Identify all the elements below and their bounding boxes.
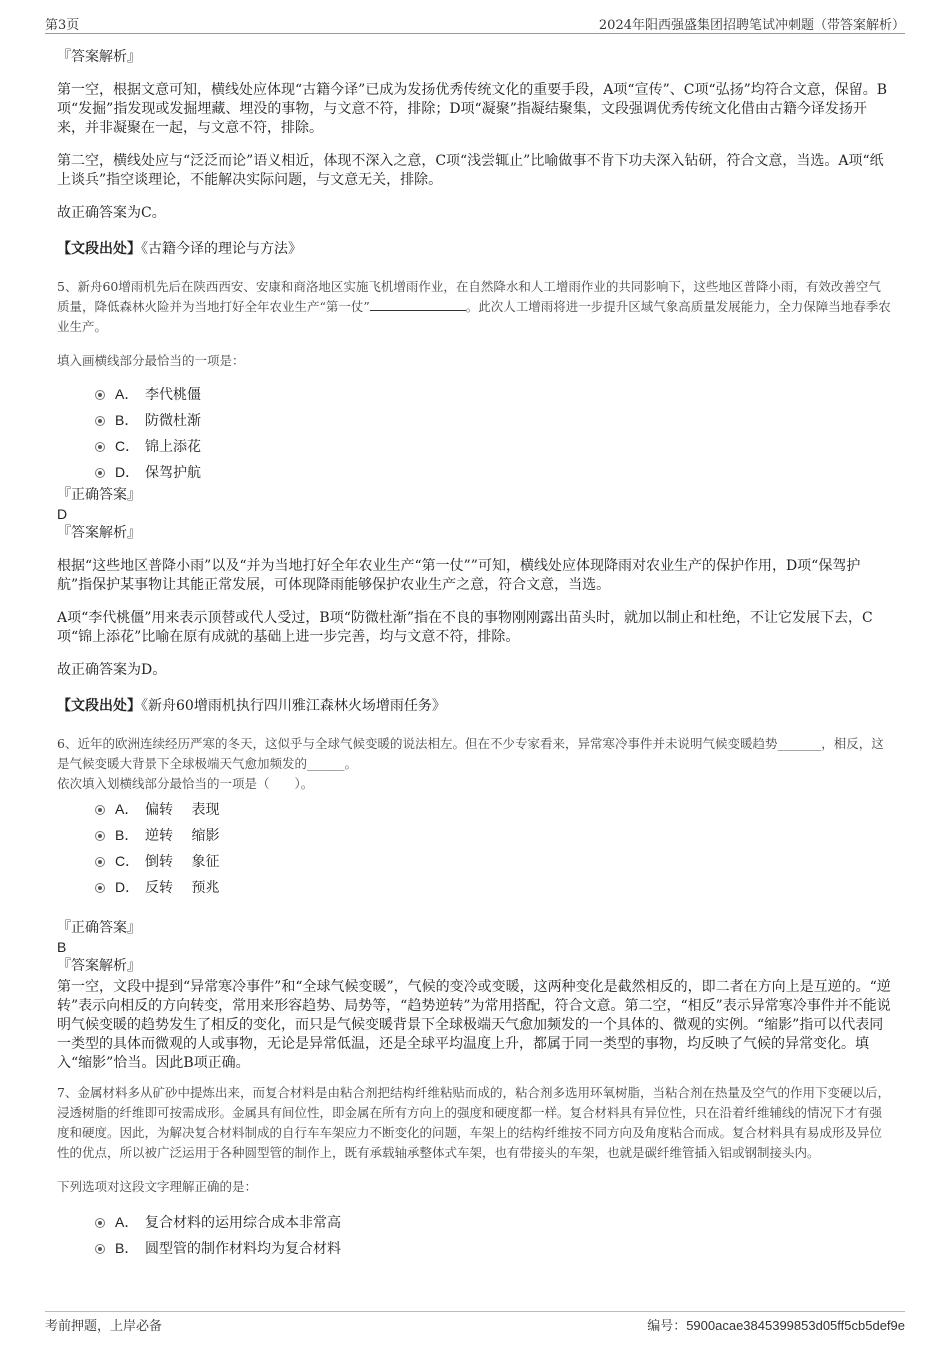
source-line [57, 696, 893, 716]
conclusion: 故正确答案为D。 [57, 662, 167, 678]
radio-icon[interactable] [95, 805, 105, 815]
option-a[interactable]: A． 复合材料的运用综合成本非常高 [95, 1209, 893, 1235]
fill-blank [370, 299, 466, 311]
radio-icon[interactable] [95, 831, 105, 841]
radio-icon[interactable] [95, 416, 105, 426]
document-title: 2024年阳西强盛集团招聘笔试冲刺题（带答案解析） [598, 18, 905, 33]
option-d[interactable]: D． 保驾护航 [95, 459, 893, 485]
footer-slogan: 考前押题，上岸必备 [45, 1319, 163, 1334]
correct-answer-label: 『正确答案』 [57, 487, 141, 503]
analysis-paragraph: 第一空，文段中提到“异常寒冷事件”和“全球气候变暖”，气候的变冷或变暖，这两种变化是截然相反的，即二者在方向上是互逆的。“逆转”表示向相反的方向转变，常用来形容趋势、局势等，“趋势逆转”为常用搭配，符合文意。第二空，“相反”表示异常寒冷事件并不能说明气候变暖的趋势发生了相反的变化，而只是气候变暖背景下全球极端天气愈加频发的一个具体的、微观的实例。“缩影”指可以代表同一类型的具体而微观的人或事物，无论是异常低温，还是全球平均温度上升，都属于同一类型的事物，均反映了气候的异常变化。填入“缩影”恰当。因此B项正确。 [57, 979, 891, 1071]
radio-icon[interactable] [95, 857, 105, 867]
option-c[interactable]: C． 锦上添花 [95, 433, 893, 459]
option-c[interactable]: C． 倒转 象征 [95, 848, 893, 874]
question-5-options [95, 381, 893, 485]
radio-icon[interactable] [95, 1218, 105, 1228]
radio-icon[interactable] [95, 468, 105, 478]
option-a[interactable]: A． 李代桃僵 [95, 381, 893, 407]
page-header [45, 12, 905, 34]
correct-answer: D [57, 506, 68, 522]
page-number: 第3页 [45, 18, 80, 33]
option-b[interactable]: B． 逆转 缩影 [95, 822, 893, 848]
analysis-paragraph: 第一空，根据文意可知，横线处应体现“古籍今译”已成为发扬优秀传统文化的重要手段，A项“宣传”、C项“弘扬”均符合文意，保留。B项“发掘”指发现或发掘埋藏、埋没的事物，与文意不符，排除；D项“凝聚”指凝结聚集，文段强调优秀传统文化借由古籍今译发扬开来，并非凝聚在一起，与文意不符，排除。 [57, 82, 888, 136]
radio-icon[interactable] [95, 442, 105, 452]
source-text: 《新舟60增雨机执行四川雅江森林火场增雨任务》 [141, 698, 446, 714]
option-d[interactable]: D． 反转 预兆 [95, 874, 893, 900]
question-7-stem: 7、金属材料多从矿砂中提炼出来，而复合材料是由粘合剂把结构纤维粘贴而成的，粘合剂多选用环氧树脂，当粘合剂在热量及空气的作用下变硬以后，浸透树脂的纤维即可按需成形。金属具有间位性，即金属在所有方向上的强度和硬度都一样。复合材料具有异位性，只在沿着纤维辅线的情况下才有强度和硬度。因此，为解决复合材料制成的自行车车架应力不断变化的问题，车架上的结构纤维按不同方向及角度粘合而成。复合材料具有易成形及异位性的优点，所以被广泛运用于各种圆型管的制作上，既有承载轴承整体式车架，也有带接头的车架，也就是碳纤维管插入铝或钢制接头内。 [57, 1085, 890, 1160]
question-6-prompt: 依次填入划横线部分最恰当的一项是（ ）。 [57, 776, 314, 791]
question-5-prompt: 填入画横线部分最恰当的一项是： [57, 353, 245, 368]
conclusion: 故正确答案为C。 [57, 205, 166, 221]
radio-icon[interactable] [95, 390, 105, 400]
correct-answer-label: 『正确答案』 [57, 920, 141, 936]
option-a[interactable]: A． 偏转 表现 [95, 796, 893, 822]
analysis-paragraph: 第二空，横线处应与“泛泛而论”语义相近，体现不深入之意，C项“浅尝辄止”比喻做事不肯下功夫深入钻研，符合文意，当选。A项“纸上谈兵”指空谈理论，不能解决实际问题，与文意无关，排除。 [57, 153, 884, 188]
analysis-paragraph: A项“李代桃僵”用来表示顶替或代人受过，B项“防微杜渐”指在不良的事物刚刚露出苗头时，就加以制止和杜绝，不让它发展下去，C项“锦上添花”比喻在原有成就的基础上进一步完善，均与文意不符，排除。 [57, 610, 873, 645]
radio-icon[interactable] [95, 883, 105, 893]
source-line [57, 239, 893, 259]
source-text: 《古籍今译的理论与方法》 [141, 241, 302, 257]
answer-analysis-label: 『答案解析』 [57, 525, 141, 541]
source-label: 【文段出处】 [57, 241, 141, 257]
page-content [57, 47, 893, 1261]
answer-analysis-label: 『答案解析』 [57, 49, 141, 65]
document-code: 编号：5900acae3845399853d05ff5cb5def9e [647, 1318, 905, 1333]
page-footer [45, 1311, 905, 1333]
analysis-paragraph: 根据“这些地区普降小雨”以及“并为当地打好全年农业生产“第一仗””可知，横线处应体现降雨对农业生产的保护作用，D项“保驾护航”指保护某事物让其能正常发展，可体现降雨能够保护农业生产之意，符合文意，当选。 [57, 558, 861, 593]
answer-analysis-label: 『答案解析』 [57, 958, 141, 974]
question-6-stem: 6、近年的欧洲连续经历严寒的冬天，这似乎与全球气候变暖的说法相左。但在不少专家看来，异常寒冷事件并未说明气候变暖趋势_______，相反，这是气候变暖大背景下全球极端天气愈加频发的______。 [57, 736, 884, 771]
correct-answer: B [57, 939, 67, 955]
option-b[interactable]: B． 防微杜渐 [95, 407, 893, 433]
source-label: 【文段出处】 [57, 698, 141, 714]
question-7-options [95, 1209, 893, 1261]
option-b[interactable]: B． 圆型管的制作材料均为复合材料 [95, 1235, 893, 1261]
radio-icon[interactable] [95, 1244, 105, 1254]
question-7-prompt: 下列选项对这段文字理解正确的是： [57, 1179, 258, 1194]
question-5-stem: 5、新舟60增雨机先后在陕西西安、安康和商洛地区实施飞机增雨作业，在自然降水和人工增雨作业的共同影响下，这些地区普降小雨，有效改善空气质量，降低森林火险并为当地打好全年农业生产“第一仗” 。此次人工增雨将进一步提升区域气象高质量发展能力，全力保障当地春季农业生产。 [57, 279, 891, 334]
question-6-options [95, 796, 893, 900]
